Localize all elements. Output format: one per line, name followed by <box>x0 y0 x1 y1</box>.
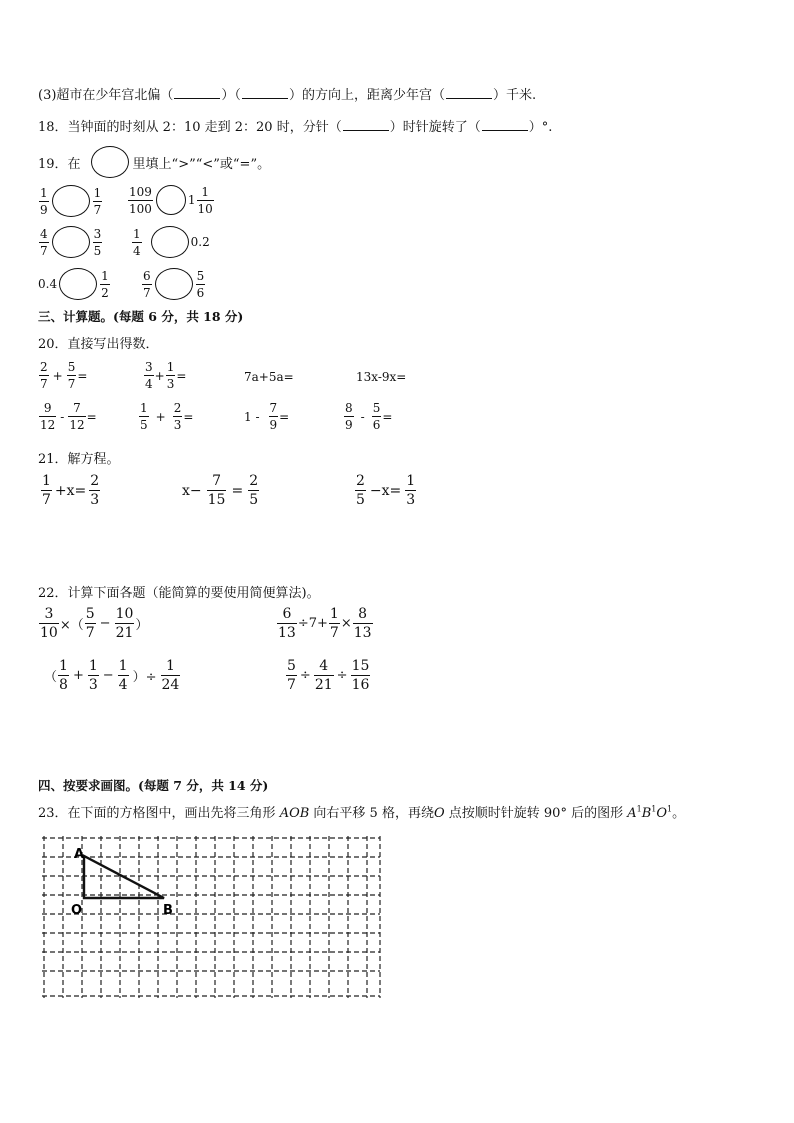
compare-circle[interactable] <box>155 268 193 300</box>
compare-item-2: $\frac{109}{100}$ 1 $\frac{1}{10}$ <box>129 184 213 216</box>
question-21-title: 21．解方程。 <box>38 452 120 467</box>
expression: $\frac{5}{7}$ ÷ $\frac{4}{21}$ ÷ $\frac{15}{16}$ <box>287 658 370 693</box>
q17-part3: (3)超市在少年宫北偏（ ）（ ）的方向上，距离少年宫（ ）千米. <box>38 88 537 103</box>
compare-item-6: $\frac{6}{7}$ $\frac{5}{6}$ <box>143 268 205 300</box>
expression: $\frac{8}{9}$ - $\frac{5}{6}$ = <box>345 401 393 432</box>
compare-circle <box>91 146 129 178</box>
expression: $\frac{6}{13}$ ÷7+ $\frac{1}{7}$ × $\frac{8}{13}$ <box>278 606 372 641</box>
question-19: 19．在 里填上“>”“<”或“=”。 <box>38 146 270 178</box>
equation: $\frac{1}{7}$ +x= $\frac{2}{3}$ <box>42 473 100 508</box>
compare-circle[interactable] <box>156 185 186 215</box>
label-a: A <box>74 847 85 862</box>
answer-blank[interactable] <box>343 118 389 131</box>
expression: 7a+5a= <box>244 370 294 384</box>
answer-blank[interactable] <box>446 86 492 99</box>
compare-item-3: $\frac{4}{7}$ $\frac{3}{5}$ <box>40 226 102 258</box>
equation: $\frac{2}{5}$ −x= $\frac{1}{3}$ <box>356 473 416 508</box>
expression: $\frac{9}{12}$ - $\frac{7}{12}$ = <box>40 401 97 432</box>
answer-blank[interactable] <box>242 86 288 99</box>
compare-circle[interactable] <box>151 226 189 258</box>
expression: $\frac{3}{10}$ ×（ $\frac{5}{7}$ − $\frac{10}{21}$ ） <box>40 606 149 641</box>
compare-item-5: 0.4 $\frac{1}{2}$ <box>38 268 109 300</box>
equation: x− $\frac{7}{15}$ = $\frac{2}{5}$ <box>182 473 259 508</box>
section-heading: 四、按要求画图。(每题 7 分，共 14 分) <box>38 778 269 793</box>
compare-circle[interactable] <box>52 226 90 258</box>
expression: $\frac{3}{4}$ + $\frac{1}{3}$ = <box>145 360 187 391</box>
question-18: 18．当钟面的时刻从 2：10 走到 2：20 时，分针（ ）时针旋转了（ ）°. <box>38 120 553 135</box>
question-23: 23．在下面的方格图中，画出先将三角形 AOB 向右平移 5 格，再绕O 点按顺时针旋转 90° 后的图形 $A^1B^1O^1$。 <box>38 804 686 821</box>
label-o: O <box>71 903 83 918</box>
answer-blank[interactable] <box>174 86 220 99</box>
compare-item-4: $\frac{1}{4}$ 0.2 <box>133 226 210 258</box>
compare-item-1: $\frac{1}{9}$ $\frac{1}{7}$ <box>40 185 102 217</box>
expression: 1 - $\frac{7}{9}$ = <box>244 401 290 432</box>
grid-figure[interactable] <box>40 834 384 1000</box>
expression: $\frac{1}{5}$ + $\frac{2}{3}$ = <box>140 401 194 432</box>
label-b: B <box>163 903 173 918</box>
section-heading: 三、计算题。(每题 6 分，共 18 分) <box>38 309 244 324</box>
triangle-aob <box>84 856 164 898</box>
compare-circle[interactable] <box>59 268 97 300</box>
answer-blank[interactable] <box>482 118 528 131</box>
compare-circle[interactable] <box>52 185 90 217</box>
expression: （ $\frac{1}{8}$ + $\frac{1}{3}$ − $\frac{1}{4}$ ）÷ $\frac{1}{24}$ <box>44 658 180 693</box>
question-22-title: 22．计算下面各题（能简算的要使用简便算法)。 <box>38 586 320 601</box>
expression: 13x-9x= <box>356 370 407 384</box>
question-20-title: 20．直接写出得数． <box>38 337 159 352</box>
expression: $\frac{2}{7}$ + $\frac{5}{7}$ = <box>40 360 88 391</box>
